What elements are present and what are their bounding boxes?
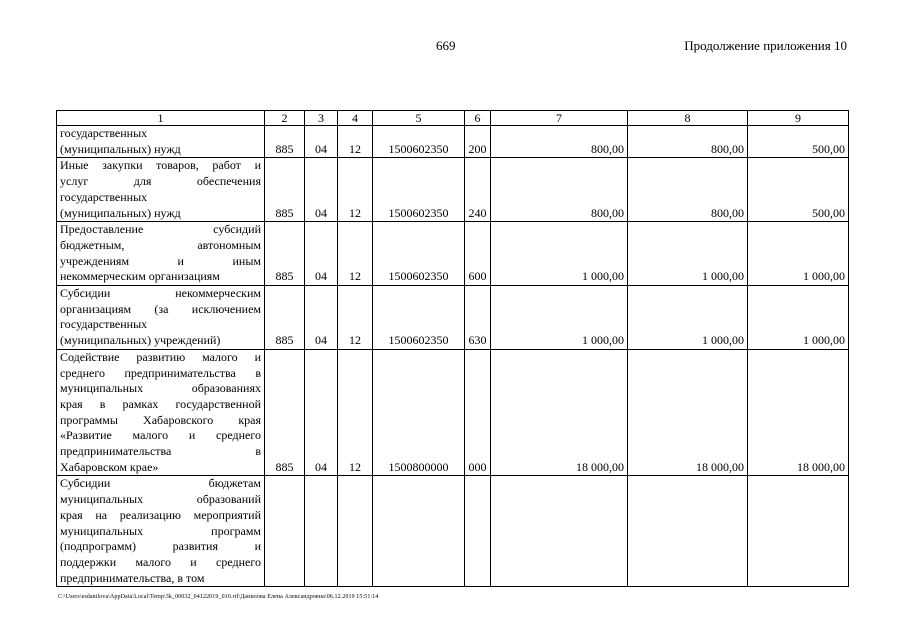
expense-type-cell	[465, 476, 491, 587]
budget-table	[56, 110, 849, 587]
value-col9-cell	[748, 476, 849, 587]
expense-name-line: государственных	[60, 126, 148, 140]
expense-name-line: (подпрограмм) развития и	[60, 539, 261, 554]
expense-type-cell: 000	[465, 349, 491, 476]
value-col9-cell: 500,00	[748, 126, 849, 158]
value-col7-cell: 1 000,00	[491, 286, 628, 350]
expense-name-line: бюджетным, автономным	[60, 237, 261, 252]
target-article-cell: 1500602350	[373, 222, 465, 286]
value-col8-cell: 800,00	[628, 126, 748, 158]
expense-type-cell: 240	[465, 158, 491, 222]
expense-name-line: края в рамках государственной	[60, 396, 261, 411]
expense-name-cell	[57, 286, 265, 350]
expense-name-cell	[57, 476, 265, 587]
value-col8-cell	[628, 476, 748, 587]
admin-code-cell: 885	[265, 349, 305, 476]
column-header: 9	[748, 111, 849, 126]
target-article-cell: 1500602350	[373, 286, 465, 350]
value-col9-cell: 500,00	[748, 158, 849, 222]
admin-code-cell: 885	[265, 126, 305, 158]
expense-name-line: Субсидии некоммерческим	[60, 286, 261, 301]
expense-name-line: среднего предпринимательства в	[60, 365, 261, 380]
expense-name-line: муниципальных образований	[60, 492, 261, 507]
expense-name-line: Содействие развитию малого и	[60, 349, 261, 364]
column-header: 8	[628, 111, 748, 126]
value-col7-cell: 800,00	[491, 158, 628, 222]
expense-name-line: муниципальных программ	[60, 523, 261, 538]
target-article-cell: 1500602350	[373, 158, 465, 222]
value-col7-cell: 18 000,00	[491, 349, 628, 476]
expense-name-line: (муниципальных) нужд	[60, 205, 181, 220]
admin-code-cell	[265, 476, 305, 587]
section-cell	[305, 476, 338, 587]
value-col7-cell	[491, 476, 628, 587]
expense-name-line: программы Хабаровского края	[60, 412, 261, 427]
column-header: 7	[491, 111, 628, 126]
target-article-cell: 1500800000	[373, 349, 465, 476]
section-cell: 04	[305, 222, 338, 286]
expense-name-line: Иные закупки товаров, работ и	[60, 158, 261, 173]
column-header: 5	[373, 111, 465, 126]
expense-name-line: услуг для обеспечения	[60, 174, 261, 189]
expense-name-cell	[57, 158, 265, 222]
target-article-cell	[373, 476, 465, 587]
expense-name-line: предпринимательства, в том	[60, 570, 205, 585]
expense-name-cell	[57, 126, 265, 158]
section-cell: 04	[305, 286, 338, 350]
expense-name-line: Хабаровском крае»	[60, 459, 159, 474]
expense-name-line: (муниципальных) учреждений)	[60, 333, 221, 348]
value-col8-cell: 18 000,00	[628, 349, 748, 476]
section-cell: 04	[305, 158, 338, 222]
column-header: 4	[338, 111, 373, 126]
value-col8-cell: 800,00	[628, 158, 748, 222]
expense-name-line: Предоставление субсидий	[60, 222, 261, 237]
subsection-cell: 12	[338, 286, 373, 350]
table-header-row	[57, 111, 849, 126]
expense-name-line: муниципальных образованиях	[60, 381, 261, 396]
expense-name-line: государственных	[60, 189, 148, 204]
value-col8-cell: 1 000,00	[628, 222, 748, 286]
value-col9-cell: 18 000,00	[748, 349, 849, 476]
column-header: 6	[465, 111, 491, 126]
page-number: 669	[436, 38, 456, 53]
subsection-cell	[338, 476, 373, 587]
column-header: 3	[305, 111, 338, 126]
subsection-cell: 12	[338, 349, 373, 476]
expense-name-line: организациям (за исключением	[60, 301, 261, 316]
expense-name-line: некоммерческим организациям	[60, 269, 220, 284]
table-row	[57, 158, 849, 222]
value-col9-cell: 1 000,00	[748, 222, 849, 286]
section-cell: 04	[305, 126, 338, 158]
column-header: 1	[57, 111, 265, 126]
admin-code-cell: 885	[265, 222, 305, 286]
footer-file-path: C:\Users\esdanilova\AppData\Local\Temp\3k_00032_04122019_010.rtf\Данилова Елена Александровна\06.12.2019 15:51:14	[58, 594, 379, 600]
table-row	[57, 286, 849, 350]
section-cell: 04	[305, 349, 338, 476]
admin-code-cell: 885	[265, 286, 305, 350]
expense-type-cell: 600	[465, 222, 491, 286]
table-row	[57, 476, 849, 587]
expense-type-cell: 630	[465, 286, 491, 350]
expense-type-cell: 200	[465, 126, 491, 158]
table-row	[57, 222, 849, 286]
value-col7-cell: 1 000,00	[491, 222, 628, 286]
subsection-cell: 12	[338, 126, 373, 158]
expense-name-line: края на реализацию мероприятий	[60, 507, 261, 522]
expense-name-line: (муниципальных) нужд	[60, 141, 181, 156]
table-row	[57, 349, 849, 476]
expense-name-line: предпринимательства в	[60, 444, 261, 459]
appendix-note: Продолжение приложения 10	[684, 38, 847, 53]
admin-code-cell: 885	[265, 158, 305, 222]
value-col9-cell: 1 000,00	[748, 286, 849, 350]
value-col8-cell: 1 000,00	[628, 286, 748, 350]
subsection-cell: 12	[338, 222, 373, 286]
table-row	[57, 126, 849, 158]
value-col7-cell: 800,00	[491, 126, 628, 158]
expense-name-cell	[57, 349, 265, 476]
column-header: 2	[265, 111, 305, 126]
target-article-cell: 1500602350	[373, 126, 465, 158]
expense-name-line: Субсидии бюджетам	[60, 476, 261, 491]
subsection-cell: 12	[338, 158, 373, 222]
expense-name-cell	[57, 222, 265, 286]
expense-name-line: поддержки малого и среднего	[60, 554, 261, 569]
expense-name-line: «Развитие малого и среднего	[60, 428, 261, 443]
expense-name-line: государственных	[60, 317, 148, 332]
expense-name-line: учреждениям и иным	[60, 253, 261, 268]
